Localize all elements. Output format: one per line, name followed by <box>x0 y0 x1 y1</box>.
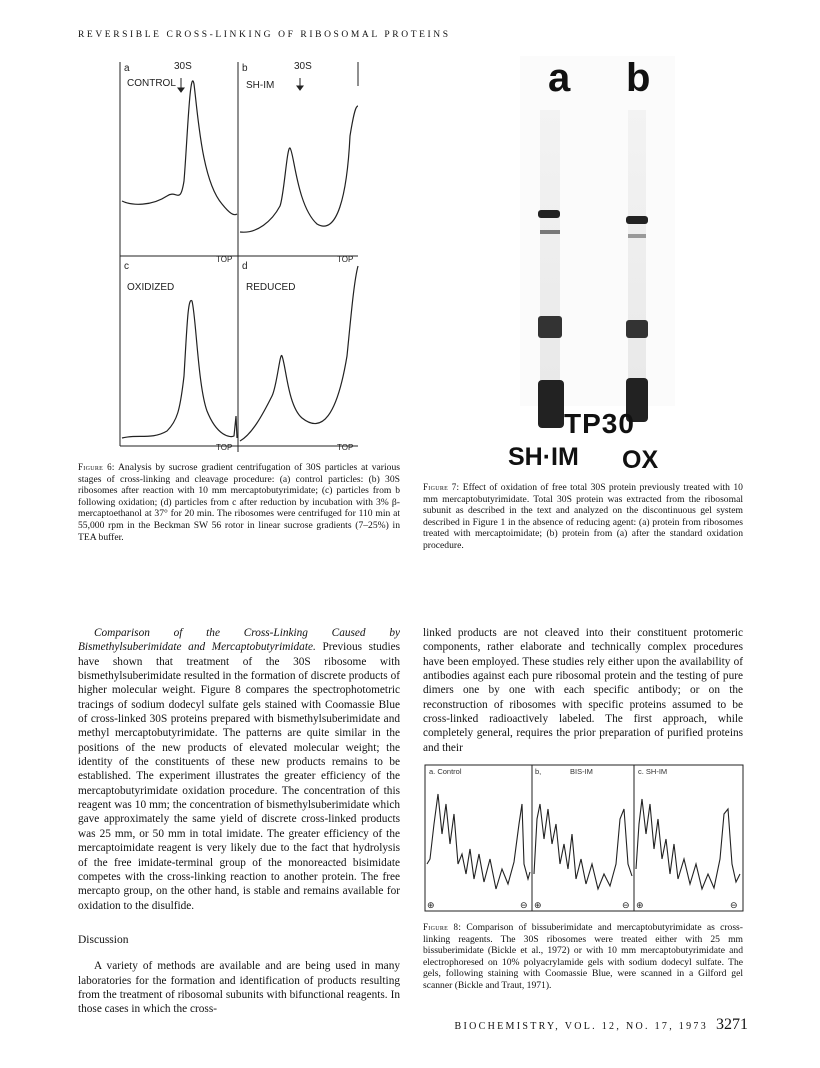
fig8-plus-a: ⊕ <box>427 900 435 910</box>
fig8-panel-b-letter: b, <box>535 767 542 776</box>
fig8-minus-c: ⊖ <box>730 900 738 910</box>
fig6-panel-c-letter: c <box>124 261 129 272</box>
gel-lane-b-label: b <box>626 56 651 100</box>
page-number: 3271 <box>716 1016 748 1033</box>
figure-6-caption-text: Analysis by sucrose gradient centrifugation of 30S particles at various stages of cross-linking and cleavage procedure: (a) control particles: (b) 30S ribosomes after reaction with 10 mm mercaptobutyrimidate; (c) particles from b following oxidation; (d) particles from c after reduction by incubation with 3% β-mercaptoethanol at 37° for 20 min. The ribosomes were centrifuged for 110 min at 55,000 rpm in the Beckman SW 56 rotor in linear sucrose gradients (7–25%) in TEA buffer. <box>78 462 400 543</box>
fig6-panel-c-label: OXIDIZED <box>127 282 175 293</box>
fig6-panel-a-peak: 30S <box>174 61 192 72</box>
figure-8-caption-text: Comparison of bissuberimidate and mercaptobutyrimidate as cross-linking reagents. The 30S ribosomes were treated either with 25 mm bissuberimidate (Bickle et al., 1972) or with 10 mm mercaptobutyrimidate and electrophoresed on 10% polyacrylamide gels with sodium dodecyl sulfate. The gels, following staining with Coomassie Blue, were scanned in a Gilford gel scanner (Bickle and Traut, 1971). <box>423 922 743 991</box>
fig8-plus-c: ⊕ <box>636 900 644 910</box>
right-column <box>423 626 743 755</box>
fig8-minus-b: ⊖ <box>622 900 630 910</box>
figure-7-title: TP30 <box>564 408 635 439</box>
gel-lane-a <box>540 110 560 406</box>
figure-6-caption <box>78 462 400 543</box>
fig6-top-label-c: TOP <box>216 443 233 452</box>
fig8-panel-c-label: c. SH-IM <box>638 767 668 776</box>
figure-7-gel-photo <box>520 56 675 406</box>
left-para-2: A variety of methods are available and are being used in many laboratories for the formation and identification of products resulting from the treatment of ribosomal subunits with bifunctional reagents. In those cases in which the cross- <box>78 960 400 1016</box>
fig8-panel-b-label: BIS-IM <box>570 767 593 776</box>
figure-7-caption <box>423 482 743 552</box>
para-heading: Comparison of the Cross-Linking Caused by Bismethylsuberimidate and Mercaptobutyrimidate. <box>78 627 400 654</box>
fig6-panel-b-letter: b <box>242 63 248 74</box>
fig6-top-label-a: TOP <box>216 255 233 264</box>
fig8-plus-b: ⊕ <box>534 900 542 910</box>
figure-8-caption <box>423 922 743 992</box>
figure-8-caption-label: Figure 8: <box>423 922 462 932</box>
fig6-panel-b-label: SH-IM <box>246 80 275 91</box>
section-heading-discussion: Discussion <box>78 933 129 946</box>
fig6-top-label-d: TOP <box>337 443 354 452</box>
figure-7-label-ox: OX <box>622 446 659 474</box>
fig8-panel-a-label: a. Control <box>429 767 462 776</box>
figure-7-caption-text: Effect of oxidation of free total 30S protein previously treated with 10 mm mercaptobutyrimidate. Total 30S protein was extracted from the ribosomal subunit as described in the text and analyzed on the discontinuous gel system described in Figure 1 in the absence of reducing agent: (a) protein from ribosomes treated with mercaptoimidate; (b) protein from (a) after the standard oxidation procedure. <box>423 482 743 551</box>
fig6-panel-b-peak: 30S <box>294 61 312 72</box>
left-column <box>78 626 400 1017</box>
gel-lane-a-label: a <box>548 56 571 100</box>
figure-7-caption-label: Figure 7: <box>423 482 460 492</box>
figure-6-sucrose-gradients <box>112 56 366 452</box>
right-para-1: linked products are not cleaved into their constituent protomeric components, rather elaborate and technically complex procedures have been employed. These studies rely either upon the availability of antibodies against each pure ribosomal protein and the testing of pure dimers one by one with each specific antibody; or on the reconstruction of ribosomes with specific proteins assumed to be cross-linked radioactively labeled. The first approach, while completely general, requires the prior preparation of purified proteins and their <box>423 627 743 754</box>
running-head: REVERSIBLE CROSS-LINKING OF RIBOSOMAL PROTEINS <box>78 30 451 40</box>
fig6-panel-a-label: CONTROL <box>127 78 176 89</box>
figure-6-caption-label: Figure 6: <box>78 462 115 472</box>
journal-citation: BIOCHEMISTRY, VOL. 12, NO. 17, 1973 <box>454 1021 708 1032</box>
fig8-minus-a: ⊖ <box>520 900 528 910</box>
fig6-top-label-b: TOP <box>337 255 354 264</box>
figure-8-gel-scans <box>424 764 744 914</box>
page-footer <box>455 1016 748 1034</box>
left-para-1: Previous studies have shown that treatment of the 30S ribosome with bismethylsuberimidate resulted in the formation of discrete products of higher molecular weight. Figure 8 compares the spectrophotometric tracings of sodium dodecyl sulfate gels stained with Coomassie Blue of cross-linked 30S proteins prepared with bismethylsuberimidate and methyl mercaptobutyrimidate. The patterns are quite similar in the positions of the new products of elevated molecular weight; the identity of the constituents of these new products remains to be established. The experiment illustrates the greater efficiency of the mercaptobutyrimidate oxidation procedure. The concentration of this reagent was 10 mm; the concentration of bismethylsuberimidate which gave approximately the same yield of discrete cross-linked products was 25 mm, or 50 mm in total imidate. The greater efficiency of the mercaptoimidate reagent is very likely due to the fact that hydrolysis of the free imidate-terminal group of the monoreacted bisimidate competes with the cross-linking reaction to another protein. The free mercapto group, on the other hand, is stable and remains available for oxidation to the disulfide. <box>78 641 401 912</box>
fig6-panel-d-letter: d <box>242 261 248 272</box>
gel-lane-b <box>628 110 646 406</box>
figure-7-label-sh-im: SH·IM <box>508 443 579 471</box>
fig6-panel-a-letter: a <box>124 63 130 74</box>
fig6-panel-d-label: REDUCED <box>246 282 296 293</box>
